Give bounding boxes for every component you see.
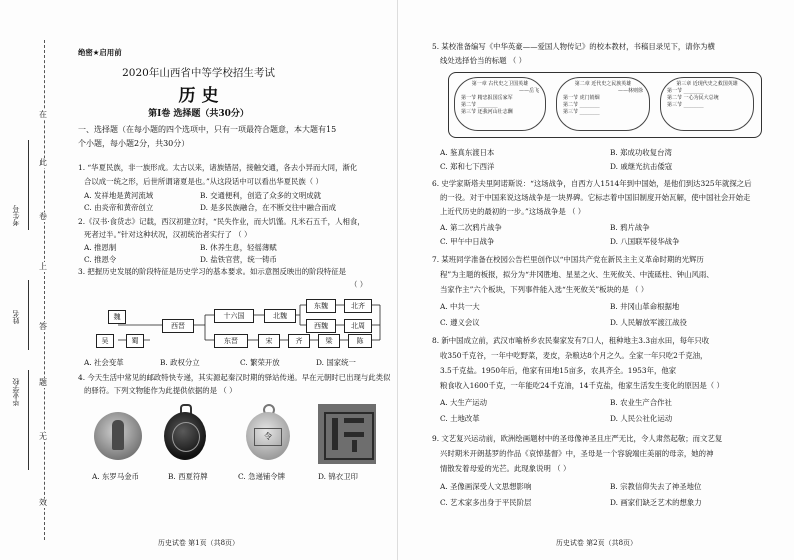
seal-char: 在 — [39, 110, 47, 119]
q4-line: 的驿符。下列文物能作为此提供依据的是 （ ） — [84, 386, 237, 395]
q3-line: 3. 把握历史发展的阶段特征是历史学习的基本要求。如示意图反映出的阶段特征是 — [78, 267, 347, 276]
toc-chapter-2 — [556, 77, 650, 131]
q8-line: 收350千克谷，一年中吃野菜，麦皮，杂粮达8个月之久。全家一年只吃2千克油， — [440, 351, 708, 360]
toc-chapter-1-sub: ——岳飞 — [518, 88, 539, 94]
toc-chapter-3-head: 第三章 近现代史之救国英雄 — [676, 81, 738, 87]
q8-option-b[interactable]: B. 农业生产合作社 — [610, 398, 672, 407]
seal-char: 题 — [39, 378, 47, 387]
name-label: 姓名 — [12, 310, 20, 324]
part-heading: 一、选择题（在每小题的四个选项中，只有一项最符合题意，本大题有15 — [78, 125, 337, 134]
diagram-liang: 梁 — [318, 334, 340, 348]
q8-option-c[interactable]: C. 土地改革 — [440, 414, 480, 423]
q7-line: 7. 某班同学准备在校园公告栏里创作以“中国共产党在新民主主义革命时期的光辉历 — [432, 255, 704, 264]
q1-option-a[interactable]: A. 发祥地是黄河流域 — [84, 191, 154, 200]
q8-option-a[interactable]: A. 大生产运动 — [440, 398, 487, 407]
q7-line: 程”为主题的板报，拟分为“井冈胜地、星星之火、生死攸关、中流砥柱、钟山风雨、 — [440, 270, 714, 279]
q5-line: 线处选择恰当的标题 （ ） — [440, 56, 526, 65]
toc-item: 第一节 ________ — [667, 88, 704, 94]
diagram-xijin: 西晋 — [162, 319, 194, 333]
q6-line: 6. 史学家斯塔夫里阿诺斯说：“这场战争，自西方人1514年到中国始，是他们到达325年就探之后 — [432, 179, 752, 188]
diagram-wei: 魏 — [108, 310, 126, 324]
seal-char: 卷 — [39, 212, 47, 221]
page-footer: 历史试卷 第1页（共8页） — [157, 539, 240, 547]
exam-page-2 — [397, 0, 794, 560]
q1-option-b[interactable]: B. 交通便利，创造了众多的文明成就 — [200, 191, 321, 200]
q5-option-c[interactable]: C. 郑和七下西洋 — [440, 162, 495, 171]
seal-imprint-image — [318, 404, 376, 464]
toc-item: 第二节 一心为民大总统 — [667, 95, 719, 101]
q9-option-c[interactable]: C. 艺术家多出身于平民阶层 — [440, 498, 532, 507]
exam-title: 2020年山西省中等学校招生考试 — [122, 67, 275, 79]
q9-line: 情散发着母爱的光芒。此现象说明 （ ） — [440, 464, 571, 473]
diagram-beiqi: 北齐 — [344, 299, 372, 313]
diagram-dongwei: 东魏 — [306, 299, 336, 313]
secret-mark: 绝密★启用前 — [78, 48, 122, 57]
q4-line: 4. 今天生活中常见的邮政特快专递，其实源起秦汉时期的驿站传递。早在元朝时已出现与此类似 — [78, 373, 391, 382]
diagram-wu: 吴 — [96, 334, 114, 348]
q1-option-d[interactable]: D. 是多民族融合，在不断交往中融合而成 — [200, 203, 337, 212]
q2-option-d[interactable]: D. 盐铁官营，统一铸币 — [200, 255, 277, 264]
q5-option-a[interactable]: A. 鉴真东渡日本 — [440, 148, 495, 157]
q5-line: 5. 某校准备编写《中华英豪——爱国人物传记》的校本教材，书稿目录见下，请你为横 — [432, 42, 715, 51]
toc-item: 第三节 ________ — [667, 102, 704, 108]
toc-chapter-2-head: 第二章 近代史之民族英雄 — [574, 81, 632, 87]
subject-title: 历 史 — [178, 86, 219, 106]
page-footer: 历史试卷 第2页（共8页） — [555, 539, 638, 547]
q2-option-b[interactable]: B. 休养生息，轻徭薄赋 — [200, 243, 277, 252]
toc-item: 第二节 ________ — [563, 102, 600, 108]
seal-char: 上 — [39, 262, 47, 271]
school-label: 毕业学校 — [12, 378, 20, 406]
q4-option-c[interactable]: C. 急递铺令牌 — [238, 472, 286, 481]
toc-chapter-2-sub: ——林则徐 — [617, 88, 643, 94]
q3-option-d[interactable]: D. 国家统一 — [316, 358, 356, 367]
diagram-song: 宋 — [258, 334, 280, 348]
seal-char: 答 — [39, 322, 47, 331]
toc-chapter-1-head: 第一章 古代史之卫国英雄 — [471, 81, 529, 87]
q2-line: 死者过半。”针对这种状况，汉初统治者实行了 （ ） — [84, 230, 252, 239]
q3-answer-bracket: （ ） — [350, 280, 368, 289]
q1-line: 1. “华夏民族，非一族形成。太古以来，诸族错居，接触交通，各去小异而大同，渐化 — [78, 163, 358, 172]
q9-line: 9. 文艺复兴运动前，欧洲绘画题材中的圣母像神圣且庄严无比，令人肃然起敬；而文艺复 — [432, 434, 723, 443]
toc-item: 第一节 虎门销烟 — [563, 95, 600, 101]
q6-option-a[interactable]: A. 第二次鸦片战争 — [440, 223, 502, 232]
q4-option-b[interactable]: B. 西夏符牌 — [168, 472, 208, 481]
toc-item: 第二节 ________ — [461, 102, 498, 108]
diagram-qi: 齐 — [288, 334, 310, 348]
q7-option-a[interactable]: A. 中共一大 — [440, 302, 480, 311]
q1-line: 合以成一统之形，后世所谓诸夏是也。”从这段话中可以看出华夏民族（ ） — [84, 177, 323, 186]
toc-chapter-1 — [454, 77, 546, 131]
q3-option-b[interactable]: B. 政权分立 — [160, 358, 200, 367]
q9-option-a[interactable]: A. 圣像画深受人文思想影响 — [440, 482, 532, 491]
diagram-dongjin: 东晋 — [214, 334, 248, 348]
q4-option-d[interactable]: D. 锦衣卫印 — [318, 472, 358, 481]
q5-option-b[interactable]: B. 郑成功收复台湾 — [610, 148, 672, 157]
q8-line: 粮食收入1600千克，一年能吃24千克油，14千克盐，他家生活发生变化的原因是（ ） — [440, 381, 724, 390]
q2-option-a[interactable]: A. 推恩制 — [84, 243, 117, 252]
q8-line: 3.5千克盐。1950年后，他家有田地15亩多，农具齐全。1953年，他家 — [440, 366, 677, 375]
q1-option-c[interactable]: C. 由炎帝和黄帝创立 — [84, 203, 154, 212]
q7-option-c[interactable]: C. 遵义会议 — [440, 318, 480, 327]
seal-char: 此 — [39, 158, 47, 167]
q6-option-c[interactable]: C. 甲午中日战争 — [440, 237, 495, 246]
part-heading-cont: 个小题，每小题2分，共30分） — [78, 139, 190, 148]
q2-option-c[interactable]: C. 推恩令 — [84, 255, 117, 264]
q9-option-b[interactable]: B. 宗教信仰失去了神圣地位 — [610, 482, 702, 491]
toc-item: 第三节 ________ — [563, 109, 600, 115]
diagram-beiwei: 北魏 — [264, 309, 296, 323]
q8-option-d[interactable]: D. 人民公社化运动 — [610, 414, 673, 423]
token-inner-mark: 令 — [254, 428, 282, 446]
q6-option-b[interactable]: B. 鸦片战争 — [610, 223, 650, 232]
seal-char: 效 — [39, 498, 47, 507]
diagram-shu: 蜀 — [126, 334, 144, 348]
q6-line: 上近代历史的最初的一步。”这场战争是 （ ） — [440, 207, 586, 216]
toc-item: 第一节 精忠报国岳家军 — [461, 95, 513, 101]
q6-line: 的一役。对于中国来说这场战争是一块界碑。它标志着中国旧制度开始瓦解，使中国社会开始走 — [440, 193, 751, 202]
q6-option-d[interactable]: D. 八国联军侵华战争 — [610, 237, 680, 246]
q7-line: 当家作主”六个板块，下列事件能入选“生死攸关”板块的是 （ ） — [440, 285, 649, 294]
q4-option-a[interactable]: A. 东罗马金币 — [92, 472, 139, 481]
byzantine-coin-image — [94, 412, 142, 460]
toc-item: 第三节 还我河山壮志酬 — [461, 109, 513, 115]
q2-line: 2.《汉书·食货志》记载，西汉初建立时，“民失作业，而大饥馑。凡米石五千，人相食， — [78, 217, 365, 226]
q3-option-a[interactable]: A. 社会变革 — [84, 358, 124, 367]
q9-option-d[interactable]: D. 画家们缺乏艺术的想象力 — [610, 498, 702, 507]
seal-char: 无 — [39, 432, 47, 441]
q8-line: 8. 新中国成立前，武汉市喻桥乡农民秦家发有7口人，租种地主3.3亩水田，每年只收 — [432, 336, 710, 345]
section-title: 第Ⅰ卷 选择题（共30分） — [148, 109, 249, 119]
q9-line: 兴时期米开朗基罗的作品《哀悼基督》中，圣母是一个容貌端庄美丽的母亲，她的神 — [440, 449, 714, 458]
q3-option-c[interactable]: C. 繁荣开放 — [240, 358, 280, 367]
diagram-beizhou: 北周 — [344, 319, 372, 333]
toc-chapter-3 — [660, 77, 754, 131]
diagram-chen: 陈 — [348, 334, 372, 348]
q5-option-d[interactable]: D. 戚继光抗击倭寇 — [610, 162, 673, 171]
q7-option-b[interactable]: B. 井冈山革命根据地 — [610, 302, 680, 311]
exam-no-label: 考生号 — [12, 205, 20, 226]
diagram-xiwei: 西魏 — [306, 319, 336, 333]
diagram-sixteen-kingdoms: 十六国 — [214, 309, 254, 323]
q7-option-d[interactable]: D. 人民解放军渡江战役 — [610, 318, 687, 327]
